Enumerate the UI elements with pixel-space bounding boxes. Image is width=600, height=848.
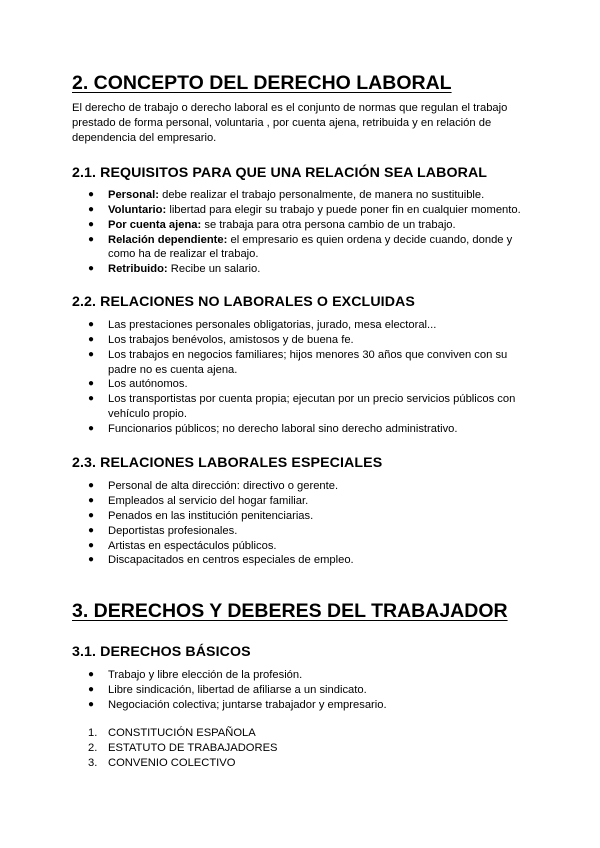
bullet-icon: ●: [88, 698, 95, 710]
list-item: [72, 539, 532, 554]
item-text: se trabaja para otra persona cambio de un trabajo.: [201, 218, 456, 231]
list-item: [72, 494, 532, 509]
item-text: debe realizar el trabajo personalmente, de manera no sustituible.: [158, 189, 485, 201]
list-item: [72, 392, 532, 422]
bullet-icon: ●: [88, 509, 95, 521]
bullet-icon: ●: [88, 319, 95, 330]
section-2-2-title: 2.2. RELACIONES NO LABORALES O EXCLUIDAS: [72, 294, 415, 310]
bullet-icon: ●: [88, 554, 95, 566]
list-item: [72, 203, 532, 218]
item-term: Por cuenta ajena:: [108, 218, 202, 231]
list-item: [72, 262, 532, 277]
list-item: [72, 188, 532, 203]
list-item: [72, 509, 532, 524]
list-item: [72, 318, 532, 333]
item-text: CONSTITUCIÓN ESPAÑOLA: [108, 727, 256, 739]
bullet-icon: ●: [88, 218, 95, 230]
item-text: Deportistas profesionales.: [108, 524, 238, 537]
section-2-title: 2. CONCEPTO DEL DERECHO LABORAL: [72, 72, 452, 94]
bullet-icon: ●: [88, 480, 95, 491]
excluidas-list: [72, 318, 532, 437]
bullet-icon: ●: [88, 423, 95, 435]
bullet-icon: ●: [88, 189, 95, 200]
section-3-title: 3. DERECHOS Y DEBERES DEL TRABAJADOR: [72, 600, 508, 622]
item-number: 2.: [88, 741, 98, 754]
fuentes-list: [72, 726, 532, 771]
item-text: ESTATUTO DE TRABAJADORES: [108, 741, 278, 754]
item-text: Discapacitados en centros especiales de empleo.: [108, 554, 354, 567]
item-text: Los transportistas por cuenta propia; ejecutan por un precio servicios públicos con vehículo propio.: [108, 393, 516, 421]
especiales-list: [72, 479, 532, 568]
requisitos-list: [72, 188, 532, 277]
list-item: [72, 218, 532, 233]
bullet-icon: ●: [88, 333, 95, 345]
item-text: Trabajo y libre elección de la profesión.: [108, 669, 303, 681]
item-text: Artistas en espectáculos públicos.: [108, 539, 277, 552]
list-item: [72, 377, 532, 392]
bullet-icon: ●: [88, 524, 95, 536]
list-item: [72, 698, 532, 713]
item-term: Relación dependiente:: [108, 233, 228, 246]
item-text: el empresario es quien ordena y decide cuando, donde y como ha de realizar el trabajo.: [108, 233, 513, 261]
bullet-icon: ●: [88, 683, 95, 695]
item-term: Retribuido:: [108, 263, 168, 276]
section-2-3-title: 2.3. RELACIONES LABORALES ESPECIALES: [72, 455, 383, 471]
item-text: Las prestaciones personales obligatorias, jurado, mesa electoral...: [108, 319, 437, 331]
bullet-icon: ●: [88, 378, 95, 390]
list-item: [72, 479, 532, 494]
item-text: Los trabajos benévolos, amistosos y de buena fe.: [108, 333, 354, 346]
bullet-icon: ●: [88, 539, 95, 551]
list-item: [72, 726, 532, 741]
item-text: Los autónomos.: [108, 378, 188, 391]
list-item: [72, 741, 532, 756]
bullet-icon: ●: [88, 263, 95, 275]
item-text: Empleados al servicio del hogar familiar.: [108, 494, 309, 507]
bullet-icon: ●: [88, 348, 95, 360]
bullet-icon: ●: [88, 203, 95, 215]
item-text: libertad para elegir su trabajo y puede poner fin en cualquier momento.: [166, 203, 521, 216]
list-item: [72, 756, 532, 771]
section-2-intro: El derecho de trabajo o derecho laboral es el conjunto de normas que regulan el trabajo prestado de forma personal, voluntaria , por cuenta ajena, retribuida y en relación de dependencia del empresario.: [72, 102, 508, 145]
item-text: Recibe un salario.: [167, 263, 261, 276]
item-number: 3.: [88, 756, 98, 769]
section-2-1-title: 2.1. REQUISITOS PARA QUE UNA RELACIÓN SEA LABORAL: [72, 165, 488, 181]
section-3-1-title: 3.1. DERECHOS BÁSICOS: [72, 644, 251, 660]
list-item: [72, 233, 532, 263]
list-item: [72, 422, 532, 437]
bullet-icon: ●: [88, 669, 95, 680]
list-item: [72, 668, 532, 683]
item-text: Funcionarios públicos; no derecho laboral sino derecho administrativo.: [108, 423, 458, 436]
bullet-icon: ●: [88, 233, 95, 245]
bullet-icon: ●: [88, 494, 95, 506]
list-item: [72, 333, 532, 348]
item-text: CONVENIO COLECTIVO: [108, 756, 236, 769]
item-text: Negociación colectiva; juntarse trabajador y empresario.: [108, 698, 387, 711]
item-term: Personal:: [108, 189, 159, 201]
item-number: 1.: [88, 727, 98, 739]
item-text: Los trabajos en negocios familiares; hijos menores 30 años que conviven con su padre no es cuenta ajena.: [108, 348, 508, 376]
item-text: Libre sindicación, libertad de afiliarse a un sindicato.: [108, 683, 367, 696]
derechos-list: [72, 668, 532, 713]
list-item: [72, 348, 532, 378]
item-text: Penados en las institución penitenciarias.: [108, 509, 314, 522]
list-item: [72, 524, 532, 539]
item-text: Personal de alta dirección: directivo o gerente.: [108, 480, 339, 492]
item-term: Voluntario:: [108, 203, 167, 216]
bullet-icon: ●: [88, 393, 95, 405]
list-item: [72, 553, 532, 568]
list-item: [72, 683, 532, 698]
